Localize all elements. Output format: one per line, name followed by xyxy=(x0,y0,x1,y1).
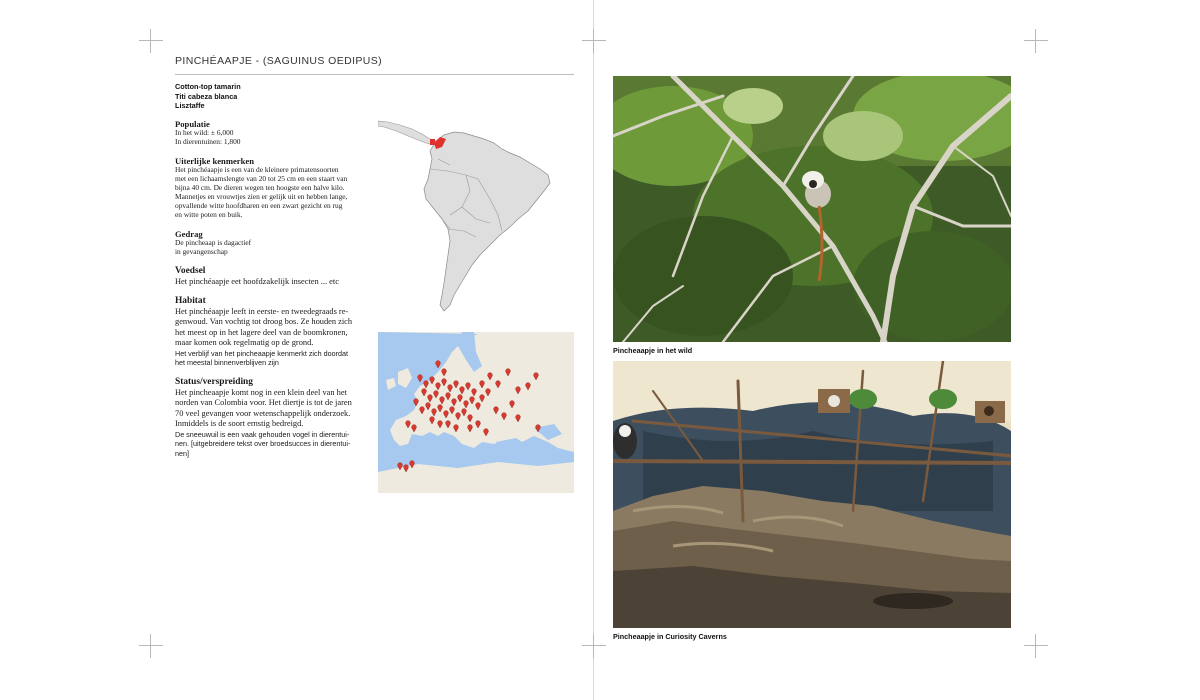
crop-mark xyxy=(139,29,163,53)
common-name: Lisztaffe xyxy=(175,101,205,110)
title-divider xyxy=(175,74,574,75)
section-line: Inmiddels is de soort ernstig bedreigd. xyxy=(175,419,304,429)
range-map-south-america xyxy=(378,119,574,313)
section-heading: Uiterlijke kenmerken xyxy=(175,156,254,166)
section-line: Mannetjes en vrouwtjes zien er gelijk uit en hebben lange, xyxy=(175,191,348,201)
section-habitat xyxy=(175,296,380,368)
section-note: De sneeuwuil is een vaak gehouden vogel in dierentui- xyxy=(175,429,350,439)
section-heading: Voedsel xyxy=(175,266,206,276)
section-line: genwoud. Van vochtig tot droog bos. Ze houden zich xyxy=(175,317,353,327)
section-note: Het verblijf van het pincheaapje kenmerkt zich doordat xyxy=(175,348,348,358)
crop-mark xyxy=(1024,634,1048,658)
section-gedrag xyxy=(175,229,375,257)
section-line: Het pinchéaapje leeft in eerste- en tweedegraads re- xyxy=(175,307,349,316)
section-line: 70 veel gevangen voor wetenschappelijk onderzoek. xyxy=(175,408,351,418)
photo-caption-wild: Pincheaapje in het wild xyxy=(613,346,693,355)
section-line: Het pinchéaapje is een van de kleinere primatensoorten xyxy=(175,165,339,174)
section-heading: Populatie xyxy=(175,119,210,129)
crop-mark xyxy=(582,634,606,658)
section-line: en witte poten en buik. xyxy=(175,209,243,219)
common-name: Cotton-top tamarin xyxy=(175,82,241,91)
section-voedsel xyxy=(175,266,375,287)
section-line: In het wild: ± 6,000 xyxy=(175,128,234,137)
section-line: bijna 40 cm. De dieren wegen ten hoogste een halve kilo. xyxy=(175,182,345,192)
zoo-map-europe xyxy=(378,332,574,493)
section-populatie xyxy=(175,119,375,147)
photo-caption-zoo: Pincheaapje in Curiosity Caverns xyxy=(613,632,727,641)
section-note: nen. [uitgebreidere tekst over broedsucces in dierentui- xyxy=(175,439,351,449)
section-line: norden van Colombia voor. Het diertje is tot de jaren xyxy=(175,398,352,408)
range-highlight xyxy=(430,139,435,145)
section-heading: Gedrag xyxy=(175,229,203,239)
section-status xyxy=(175,377,380,458)
section-note: nen] xyxy=(175,448,189,458)
section-line: Het pinchéaapje eet hoofdzakelijk insecten ... etc xyxy=(175,277,339,286)
page-spine xyxy=(593,0,594,700)
photo-tamarin-zoo xyxy=(613,361,1011,628)
section-kenmerken xyxy=(175,156,375,219)
common-names xyxy=(175,82,241,111)
section-heading: Habitat xyxy=(175,296,206,306)
section-line: met een lichaamslengte van 20 tot 25 cm en een staart van xyxy=(175,173,348,183)
section-line: Het pincheaapje komt nog in een klein deel van het xyxy=(175,388,347,397)
section-line: opvallende witte hoofdharen en een zwart gezicht en rug xyxy=(175,200,343,210)
crop-mark xyxy=(139,634,163,658)
section-line: In dierentuinen: 1,800 xyxy=(175,136,241,146)
crop-mark xyxy=(582,29,606,53)
section-line: maar komen ook regelmatig op de grond. xyxy=(175,338,314,348)
section-line: in gevangenschap xyxy=(175,246,228,256)
section-line: het meest op in het lagere deel van de boomkronen, xyxy=(175,327,348,337)
crop-mark xyxy=(1024,29,1048,53)
common-name: Titi cabeza blanca xyxy=(175,91,238,101)
section-line: De pincheaap is dagactief xyxy=(175,238,252,247)
page-title: PINCHÉAAPJE - (SAGUINUS OEDIPUS) xyxy=(175,55,383,67)
section-note: het meestal binnenverblijven zijn xyxy=(175,358,279,368)
photo-tamarin-wild xyxy=(613,76,1011,342)
section-heading: Status/verspreiding xyxy=(175,377,253,387)
